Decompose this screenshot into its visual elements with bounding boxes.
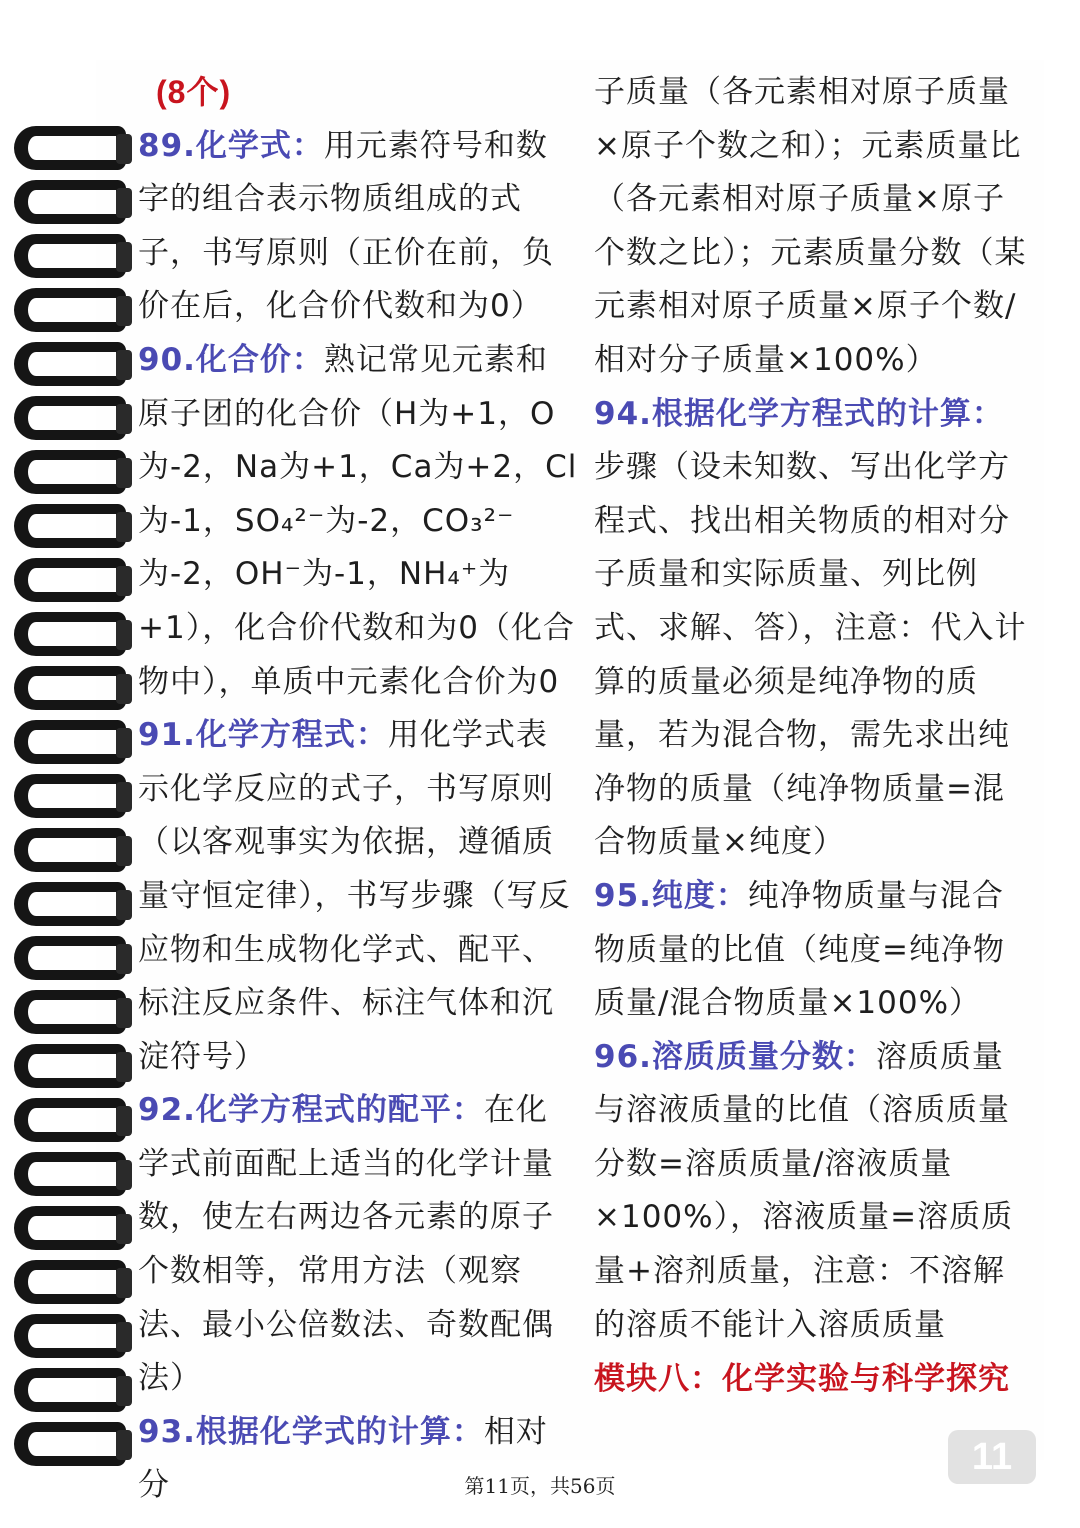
spiral-ring [14,984,132,1042]
page-footer: 第11页，共56页 [464,1474,616,1498]
spiral-ring [14,1308,132,1366]
spiral-ring [14,336,132,394]
spiral-ring [14,498,132,556]
entry-92 [138,1084,578,1406]
spiral-ring [14,714,132,772]
spiral-ring [14,1092,132,1150]
spiral-ring [14,1146,132,1204]
spiral-ring [14,876,132,934]
term-92: 92.化学方程式的配平： [138,1092,484,1129]
term-89: 89.化学式： [138,127,324,164]
definition-92: 在化学式前面配上适当的化学计量数，使左右两边各元素的原子个数相等，常用方法（观察法、最小公倍数法、奇数配偶法） [138,1092,554,1397]
spiral-binding [0,110,140,1470]
spiral-ring [14,1416,132,1474]
entry-94 [594,388,1034,870]
spiral-ring [14,228,132,286]
spiral-ring [14,768,132,826]
entry-91 [138,709,578,1084]
term-96: 96.溶质质量分数： [594,1038,876,1075]
term-95: 95.纯度： [594,877,748,914]
spiral-ring [14,1200,132,1258]
entry-96 [594,1031,1034,1353]
module-heading: 模块八：化学实验与科学探究 [594,1361,1010,1397]
count-heading: (8个) [156,74,232,110]
right-column [594,66,1034,1406]
term-90: 90.化合价： [138,341,324,378]
left-column [138,66,578,1513]
definition-91: 用化学式表示化学反应的式子，书写原则（以客观事实为依据，遵循质量守恒定律），书写步骤（写反应物和生成物化学式、配平、标注反应条件、标注气体和沉淀符号） [138,717,571,1075]
spiral-ring [14,822,132,880]
spiral-ring [14,390,132,448]
term-91: 91.化学方程式： [138,717,388,754]
spiral-ring [14,120,132,178]
entry-90 [138,334,578,709]
entry-89 [138,120,578,334]
definition-95: 纯净物质量与混合物质量的比值（纯度=纯净物质量/混合物质量×100%） [594,877,1005,1022]
spiral-ring [14,1038,132,1096]
spiral-ring [14,174,132,232]
spiral-ring [14,1254,132,1312]
definition-94: 步骤（设未知数、写出化学方程式、找出相关物质的相对分子质量和实际质量、列比例式、求解、答），注意：代入计算的质量必须是纯净物的质量，若为混合物，需先求出纯净物的质量（纯净物质量=混合物质量×纯度） [594,449,1027,861]
definition-93-start: 相对分 [138,1413,548,1504]
spiral-ring [14,1362,132,1420]
term-93: 93.根据化学式的计算： [138,1413,484,1450]
spiral-ring [14,930,132,988]
spiral-ring [14,552,132,610]
definition-89: 用元素符号和数字的组合表示物质组成的式子，书写原则（正价在前，负价在后，化合价代数和为0） [138,127,554,325]
spiral-ring [14,606,132,664]
entry-95 [594,870,1034,1031]
page-number-badge: 11 [948,1430,1036,1484]
spiral-ring [14,444,132,502]
definition-93-continued: 子质量（各元素相对原子质量×原子个数之和）；元素质量比（各元素相对原子质量×原子个数之比）；元素质量分数（某元素相对原子质量×原子个数/相对分子质量×100%） [594,74,1027,378]
definition-90: 熟记常见元素和原子团的化合价（H为+1，O为-2，Na为+1，Ca为+2，Cl为-1，SO₄²⁻为-2，CO₃²⁻为-2，OH⁻为-1，NH₄⁺为+1），化合价代数和为0（化合物中），单质中元素化合价为0 [138,341,578,700]
term-94: 94.根据化学方程式的计算： [594,395,1004,432]
spiral-ring [14,660,132,718]
spiral-ring [14,282,132,340]
definition-96: 溶质质量与溶液质量的比值（溶质质量分数=溶质质量/溶液质量×100%），溶液质量=溶质质量+溶剂质量，注意：不溶解的溶质不能计入溶质质量 [594,1038,1014,1343]
